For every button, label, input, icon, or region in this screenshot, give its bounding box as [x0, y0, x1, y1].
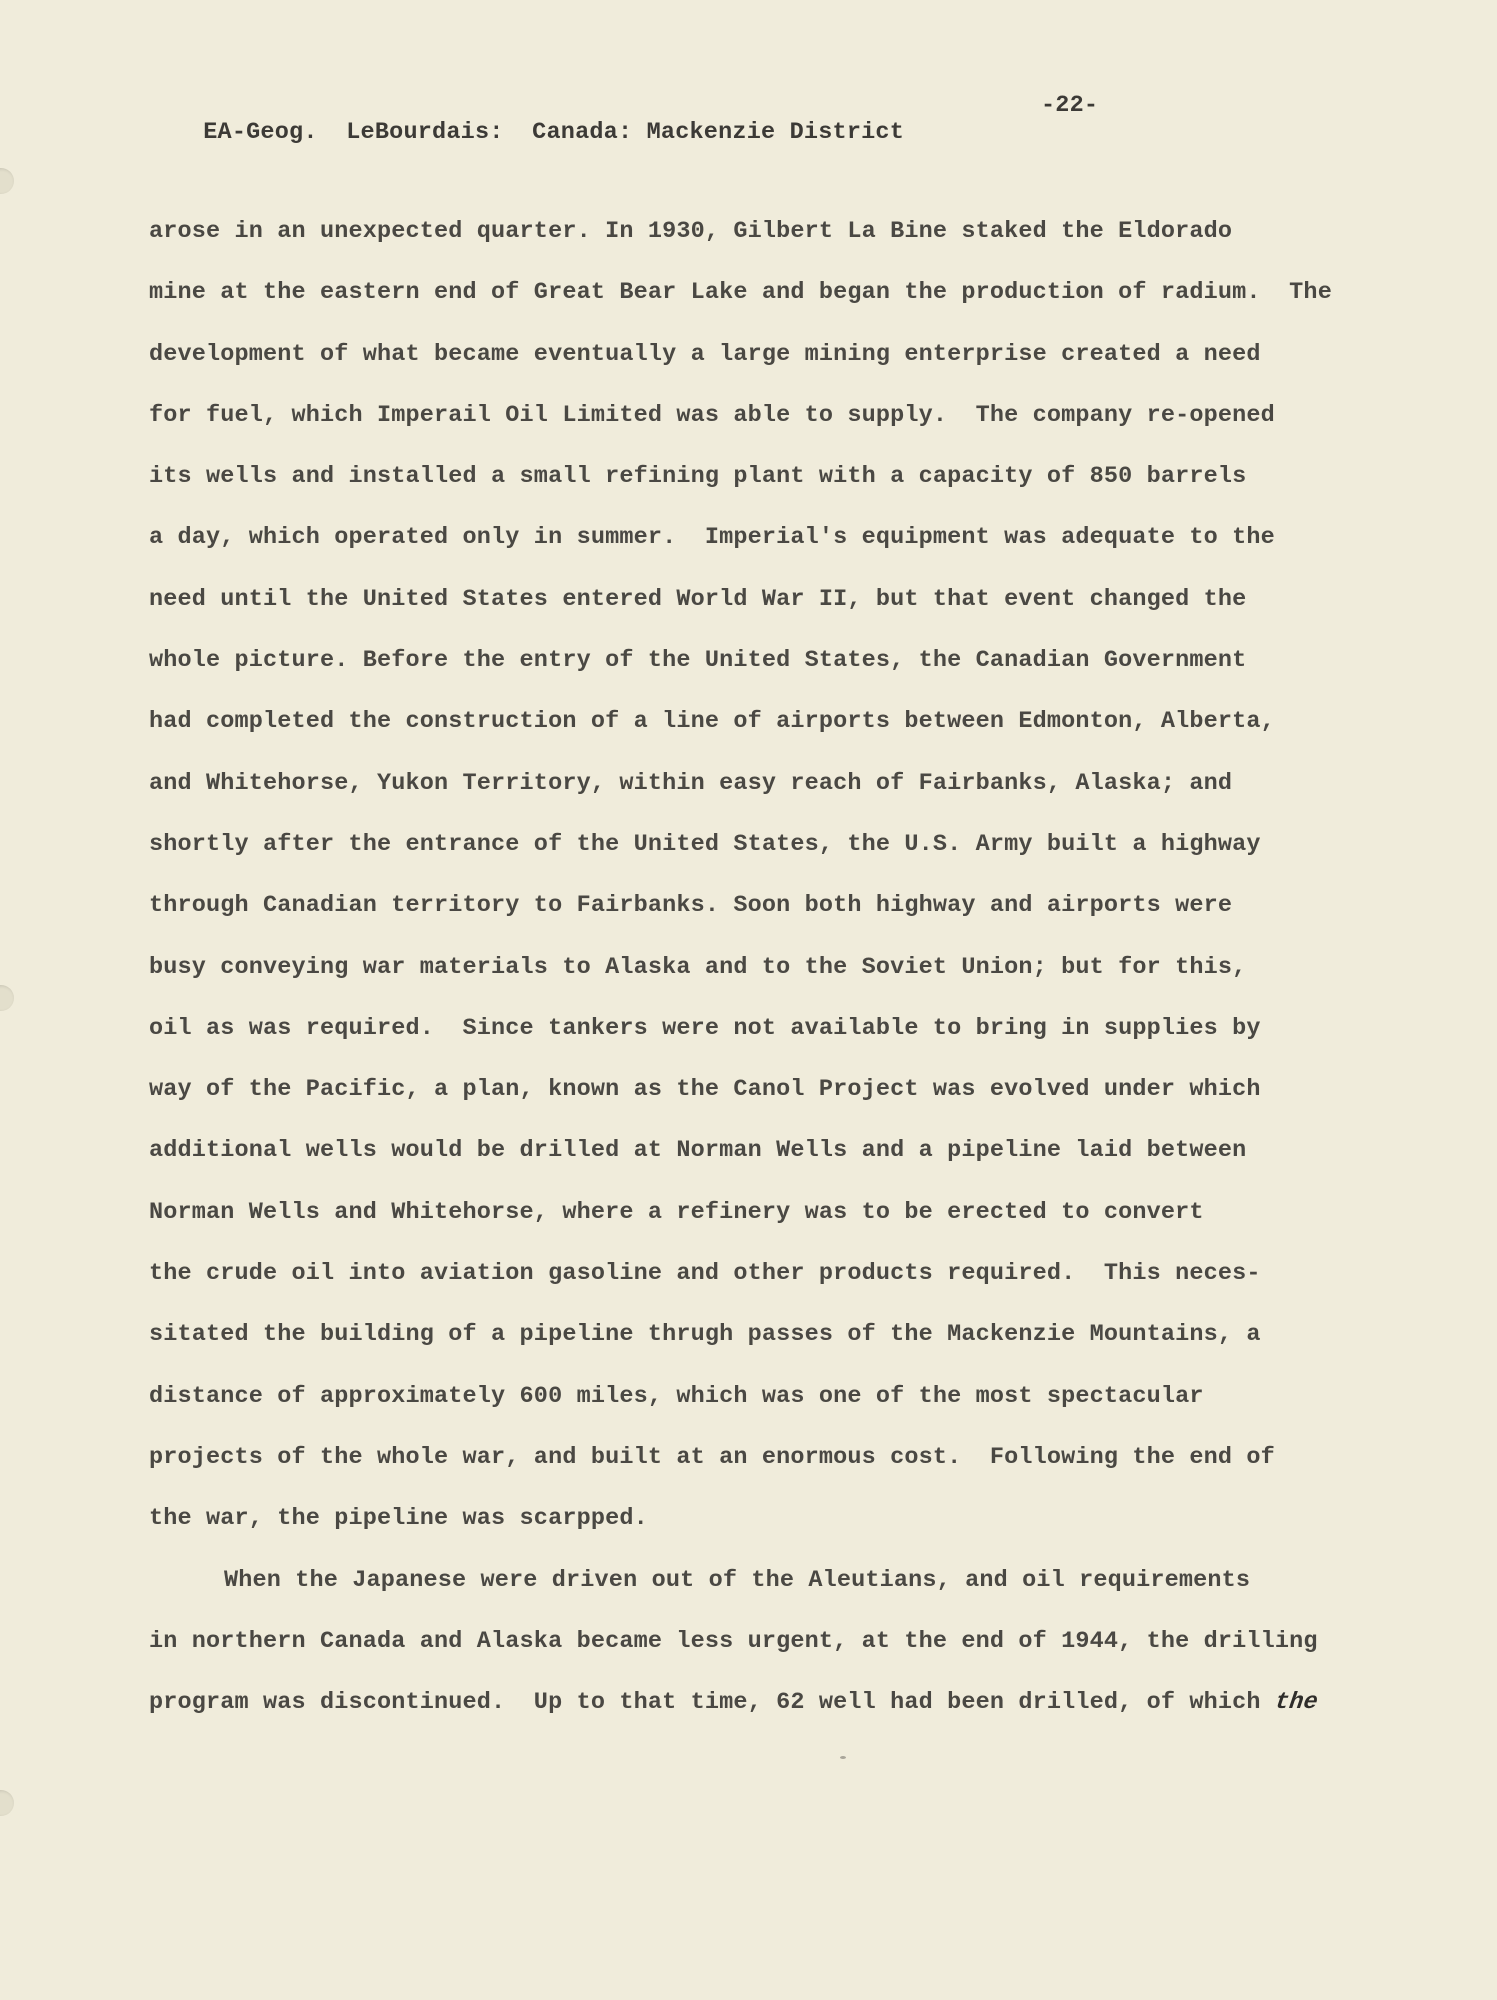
punch-hole	[0, 168, 14, 194]
text-line: mine at the eastern end of Great Bear Lake and began the production of radium. The	[149, 279, 1332, 307]
text-line: its wells and installed a small refining plant with a capacity of 850 barrels	[149, 463, 1247, 491]
text-line: whole picture. Before the entry of the United States, the Canadian Government	[149, 647, 1247, 675]
text-line: development of what became eventually a large mining enterprise created a need	[149, 340, 1261, 368]
text-line: the crude oil into aviation gasoline and other products required. This neces-	[149, 1260, 1261, 1288]
text-line: for fuel, which Imperail Oil Limited was able to supply. The company re-opened	[149, 401, 1275, 429]
text-line: way of the Pacific, a plan, known as the Canol Project was evolved under which	[149, 1076, 1261, 1104]
text-line: oil as was required. Since tankers were not available to bring in supplies by	[149, 1014, 1261, 1042]
text-line: busy conveying war materials to Alaska and to the Soviet Union; but for this,	[149, 953, 1247, 981]
text-line: in northern Canada and Alaska became less urgent, at the end of 1944, the drilling	[149, 1627, 1318, 1655]
text-line: shortly after the entrance of the United States, the U.S. Army built a highway	[149, 830, 1261, 858]
ink-smudge	[840, 1756, 846, 1759]
last-line-text: program was discontinued. Up to that time, 62 well had been drilled, of which	[149, 1689, 1261, 1717]
last-text-line	[149, 1686, 1439, 1747]
text-line: the war, the pipeline was scarpped.	[149, 1505, 648, 1533]
text-line: through Canadian territory to Fairbanks. Soon both highway and airports were	[149, 892, 1233, 920]
page-number: -22-	[1041, 92, 1099, 119]
overtyped-word: the	[1273, 1689, 1320, 1717]
page-header	[146, 92, 1099, 200]
text-line: sitated the building of a pipeline thrugh passes of the Mackenzie Mountains, a	[149, 1321, 1261, 1349]
text-line: and Whitehorse, Yukon Territory, within easy reach of Fairbanks, Alaska; and	[149, 769, 1233, 797]
text-line: additional wells would be drilled at Norman Wells and a pipeline laid between	[149, 1137, 1247, 1165]
body-text	[149, 215, 1439, 1747]
text-line: projects of the whole war, and built at an enormous cost. Following the end of	[149, 1443, 1275, 1471]
punch-hole	[0, 1790, 14, 1816]
text-line: distance of approximately 600 miles, which was one of the most spectacular	[149, 1382, 1204, 1410]
text-line: need until the United States entered World War II, but that event changed the	[149, 585, 1247, 613]
text-line: a day, which operated only in summer. Imperial's equipment was adequate to the	[149, 524, 1275, 552]
paragraph-start-line: When the Japanese were driven out of the Aleutians, and oil requirements	[224, 1566, 1251, 1594]
text-line: had completed the construction of a line of airports between Edmonton, Alberta,	[149, 708, 1275, 736]
header-title: EA-Geog. LeBourdais: Canada: Mackenzie District	[203, 119, 905, 146]
text-line: arose in an unexpected quarter. In 1930, Gilbert La Bine staked the Eldorado	[149, 218, 1233, 245]
punch-hole	[0, 985, 14, 1011]
text-line: Norman Wells and Whitehorse, where a refinery was to be erected to convert	[149, 1198, 1204, 1226]
